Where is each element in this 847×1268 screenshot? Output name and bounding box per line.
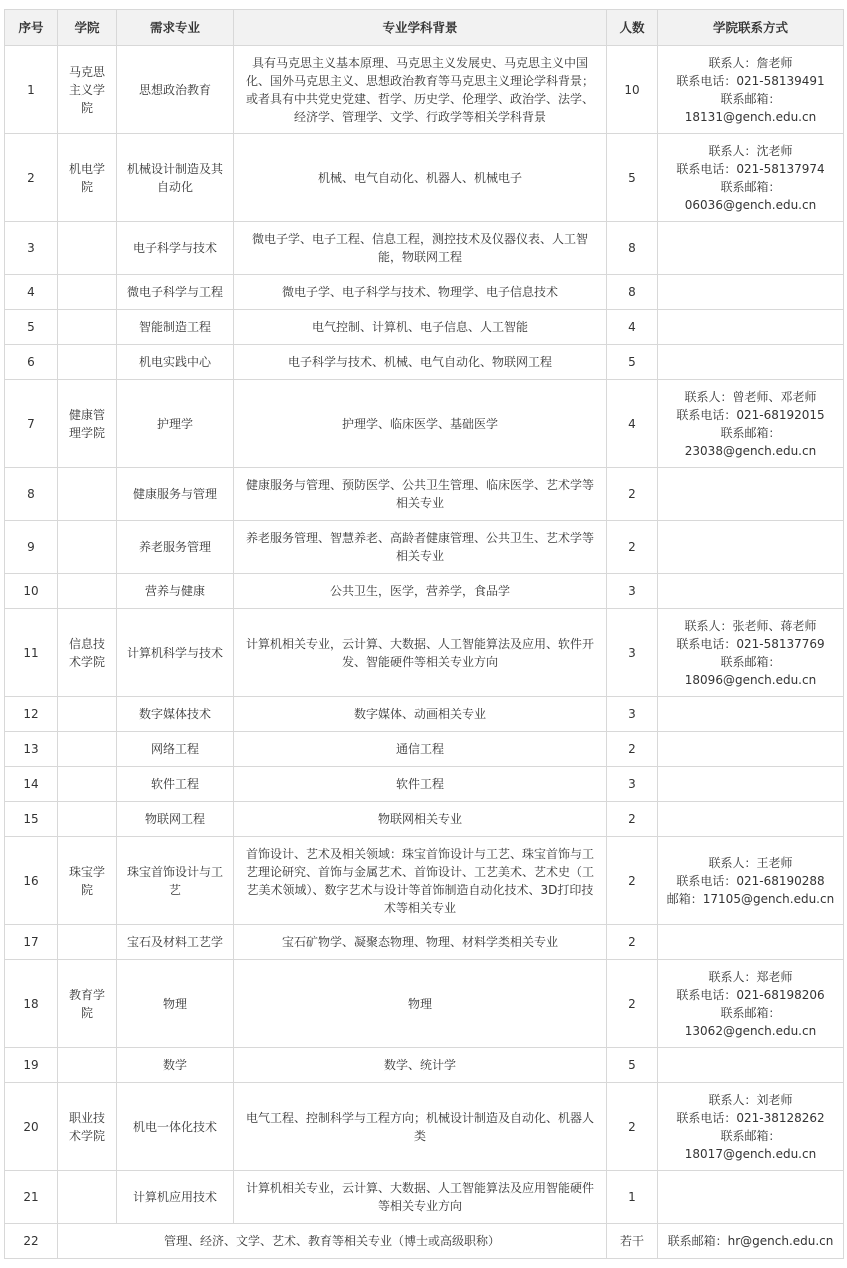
row-contact [658, 574, 844, 609]
row-count: 若干 [607, 1224, 658, 1259]
table-row [5, 1171, 844, 1224]
row-no: 4 [5, 275, 58, 310]
row-count: 8 [607, 222, 658, 275]
table-row [5, 802, 844, 837]
contact-line: 联系邮箱： [720, 1128, 781, 1143]
row-college [58, 468, 117, 521]
row-background: 物联网相关专业 [234, 802, 607, 837]
row-college [58, 521, 117, 574]
table-row [5, 732, 844, 767]
row-count: 1 [607, 1171, 658, 1224]
row-major: 数字媒体技术 [117, 697, 234, 732]
row-background: 健康服务与管理、预防医学、公共卫生管理、临床医学、艺术学等相关专业 [234, 468, 607, 521]
row-college [58, 310, 117, 345]
table-row [5, 222, 844, 275]
row-count: 3 [607, 767, 658, 802]
header-count: 人数 [607, 10, 658, 46]
row-no: 3 [5, 222, 58, 275]
row-no: 15 [5, 802, 58, 837]
table-row [5, 134, 844, 222]
row-contact [658, 1083, 844, 1171]
row-count: 5 [607, 1048, 658, 1083]
row-count: 2 [607, 521, 658, 574]
row-count: 3 [607, 697, 658, 732]
contact-line: 联系人：刘老师 [708, 1092, 793, 1107]
row-background: 计算机相关专业，云计算、大数据、人工智能算法及应用智能硬件等相关专业方向 [234, 1171, 607, 1224]
contact-line: 联系邮箱： [720, 179, 781, 194]
contact-line: 邮箱：17105@gench.edu.cn [666, 891, 835, 906]
row-background: 数字媒体、动画相关专业 [234, 697, 607, 732]
row-college [58, 925, 117, 960]
row-background: 电气控制、计算机、电子信息、人工智能 [234, 310, 607, 345]
header-contact: 学院联系方式 [658, 10, 844, 46]
table-row [5, 1048, 844, 1083]
row-college [58, 345, 117, 380]
row-college [58, 1171, 117, 1224]
row-no: 13 [5, 732, 58, 767]
row-no: 18 [5, 960, 58, 1048]
row-major: 数学 [117, 1048, 234, 1083]
row-count: 2 [607, 837, 658, 925]
row-count: 2 [607, 925, 658, 960]
row-no: 6 [5, 345, 58, 380]
contact-line: 联系人：王老师 [708, 855, 793, 870]
row-college [58, 222, 117, 275]
contact-line: 联系人：詹老师 [708, 55, 793, 70]
row-count: 8 [607, 275, 658, 310]
row-background: 机械、电气自动化、机器人、机械电子 [234, 134, 607, 222]
contact-line: 联系人：曾老师、邓老师 [684, 389, 817, 404]
row-contact [658, 310, 844, 345]
table-row [5, 380, 844, 468]
row-no: 9 [5, 521, 58, 574]
row-college: 珠宝学院 [58, 837, 117, 925]
row-no: 2 [5, 134, 58, 222]
header-background: 专业学科背景 [234, 10, 607, 46]
table-row [5, 767, 844, 802]
row-contact [658, 802, 844, 837]
row-count: 3 [607, 609, 658, 697]
row-major: 珠宝首饰设计与工艺 [117, 837, 234, 925]
contact-line: 联系邮箱： [720, 1005, 781, 1020]
row-major: 计算机科学与技术 [117, 609, 234, 697]
row-no: 16 [5, 837, 58, 925]
row-college [58, 1048, 117, 1083]
row-contact [658, 837, 844, 925]
row-background: 微电子学、电子科学与技术、物理学、电子信息技术 [234, 275, 607, 310]
row-contact [658, 345, 844, 380]
contact-line: 联系邮箱： [720, 91, 781, 106]
row-count: 4 [607, 310, 658, 345]
contact-line: 06036@gench.edu.cn [684, 197, 817, 212]
row-count: 10 [607, 46, 658, 134]
row-contact [658, 925, 844, 960]
row-major: 机电一体化技术 [117, 1083, 234, 1171]
row-contact: 联系邮箱：hr@gench.edu.cn [658, 1224, 844, 1259]
row-college [58, 275, 117, 310]
row-major: 思想政治教育 [117, 46, 234, 134]
contact-line: 联系人：沈老师 [708, 143, 793, 158]
contact-line: 23038@gench.edu.cn [684, 443, 817, 458]
contact-line: 13062@gench.edu.cn [684, 1023, 817, 1038]
row-no: 21 [5, 1171, 58, 1224]
row-background: 软件工程 [234, 767, 607, 802]
contact-line: 18017@gench.edu.cn [684, 1146, 817, 1161]
row-contact [658, 222, 844, 275]
row-major: 物理 [117, 960, 234, 1048]
row-major: 物联网工程 [117, 802, 234, 837]
row-contact [658, 960, 844, 1048]
row-background: 电气工程、控制科学与工程方向；机械设计制造及自动化、机器人类 [234, 1083, 607, 1171]
contact-line: 联系电话：021-38128262 [676, 1110, 825, 1125]
row-contact [658, 134, 844, 222]
contact-line: 联系电话：021-58137974 [676, 161, 825, 176]
row-major: 智能制造工程 [117, 310, 234, 345]
row-background: 数学、统计学 [234, 1048, 607, 1083]
row-college: 信息技术学院 [58, 609, 117, 697]
row-background: 通信工程 [234, 732, 607, 767]
table-row [5, 925, 844, 960]
table-row [5, 275, 844, 310]
row-background: 计算机相关专业，云计算、大数据、人工智能算法及应用、软件开发、智能硬件等相关专业方向 [234, 609, 607, 697]
row-count: 3 [607, 574, 658, 609]
row-contact [658, 1171, 844, 1224]
contact-line: 联系电话：021-68190288 [676, 873, 825, 888]
row-contact [658, 697, 844, 732]
row-no: 8 [5, 468, 58, 521]
table-row [5, 310, 844, 345]
row-no: 7 [5, 380, 58, 468]
table-row [5, 1224, 844, 1259]
row-no: 10 [5, 574, 58, 609]
header-no: 序号 [5, 10, 58, 46]
row-background: 具有马克思主义基本原理、马克思主义发展史、马克思主义中国化、国外马克思主义、思想政治教育等马克思主义理论学科背景；或者具有中共党史党建、哲学、历史学、伦理学、政治学、法学、经济学、管理学、文学、行政学等相关学科背景 [234, 46, 607, 134]
table-row [5, 468, 844, 521]
contact-line: 联系邮箱： [720, 425, 781, 440]
table-row [5, 960, 844, 1048]
row-contact [658, 275, 844, 310]
row-college [58, 574, 117, 609]
table-row [5, 345, 844, 380]
row-contact [658, 468, 844, 521]
row-background: 微电子学、电子工程、信息工程，测控技术及仪器仪表、人工智能，物联网工程 [234, 222, 607, 275]
row-major: 健康服务与管理 [117, 468, 234, 521]
row-college: 机电学院 [58, 134, 117, 222]
row-background: 管理、经济、文学、艺术、教育等相关专业（博士或高级职称） [58, 1224, 607, 1259]
row-count: 2 [607, 732, 658, 767]
row-contact [658, 380, 844, 468]
row-count: 5 [607, 134, 658, 222]
row-major: 计算机应用技术 [117, 1171, 234, 1224]
row-major: 软件工程 [117, 767, 234, 802]
row-no: 14 [5, 767, 58, 802]
contact-line: 联系电话：021-58137769 [676, 636, 825, 651]
header-college: 学院 [58, 10, 117, 46]
row-major: 机电实践中心 [117, 345, 234, 380]
row-major: 机械设计制造及其自动化 [117, 134, 234, 222]
row-contact [658, 521, 844, 574]
header-row [5, 10, 844, 46]
contact-line: 18096@gench.edu.cn [684, 672, 817, 687]
row-no: 20 [5, 1083, 58, 1171]
row-background: 物理 [234, 960, 607, 1048]
header-major: 需求专业 [117, 10, 234, 46]
table-row [5, 837, 844, 925]
row-major: 宝石及材料工艺学 [117, 925, 234, 960]
row-count: 4 [607, 380, 658, 468]
row-major: 电子科学与技术 [117, 222, 234, 275]
contact-line: 联系邮箱： [720, 654, 781, 669]
contact-line: 联系电话：021-68198206 [676, 987, 825, 1002]
row-no: 22 [5, 1224, 58, 1259]
row-college [58, 767, 117, 802]
table-row [5, 697, 844, 732]
row-major: 营养与健康 [117, 574, 234, 609]
row-background: 宝石矿物学、凝聚态物理、物理、材料学类相关专业 [234, 925, 607, 960]
row-no: 5 [5, 310, 58, 345]
row-count: 2 [607, 1083, 658, 1171]
row-college: 健康管理学院 [58, 380, 117, 468]
row-no: 17 [5, 925, 58, 960]
row-count: 2 [607, 802, 658, 837]
row-no: 1 [5, 46, 58, 134]
table-row [5, 46, 844, 134]
row-count: 2 [607, 960, 658, 1048]
row-no: 19 [5, 1048, 58, 1083]
table-row [5, 574, 844, 609]
row-major: 微电子科学与工程 [117, 275, 234, 310]
row-college [58, 802, 117, 837]
row-background: 公共卫生，医学，营养学，食品学 [234, 574, 607, 609]
row-college [58, 732, 117, 767]
table-row [5, 609, 844, 697]
row-college [58, 697, 117, 732]
contact-line: 联系电话：021-58139491 [676, 73, 825, 88]
table-row [5, 521, 844, 574]
table-body [5, 46, 844, 1259]
row-contact [658, 732, 844, 767]
row-major: 养老服务管理 [117, 521, 234, 574]
contact-line: 联系人：张老师、蒋老师 [684, 618, 817, 633]
table-row [5, 1083, 844, 1171]
row-count: 5 [607, 345, 658, 380]
contact-line: 18131@gench.edu.cn [684, 109, 817, 124]
contact-line: 联系人：郑老师 [708, 969, 793, 984]
row-background: 首饰设计、艺术及相关领域：珠宝首饰设计与工艺、珠宝首饰与工艺理论研究、首饰与金属艺术、首饰设计、工艺美术、艺术史（工艺美术领域）、数字艺术与设计等首饰制造自动化技术、3D打印技术等相关专业 [234, 837, 607, 925]
row-contact [658, 46, 844, 134]
row-background: 养老服务管理、智慧养老、高龄者健康管理、公共卫生、艺术学等相关专业 [234, 521, 607, 574]
row-count: 2 [607, 468, 658, 521]
row-college: 教育学院 [58, 960, 117, 1048]
row-contact [658, 767, 844, 802]
contact-line: 联系电话：021-68192015 [676, 407, 825, 422]
row-major: 网络工程 [117, 732, 234, 767]
row-contact [658, 609, 844, 697]
recruitment-table [4, 9, 844, 1259]
row-no: 12 [5, 697, 58, 732]
row-college: 职业技术学院 [58, 1083, 117, 1171]
row-contact [658, 1048, 844, 1083]
row-major: 护理学 [117, 380, 234, 468]
row-background: 电子科学与技术、机械、电气自动化、物联网工程 [234, 345, 607, 380]
row-no: 11 [5, 609, 58, 697]
row-college: 马克思主义学院 [58, 46, 117, 134]
row-background: 护理学、临床医学、基础医学 [234, 380, 607, 468]
